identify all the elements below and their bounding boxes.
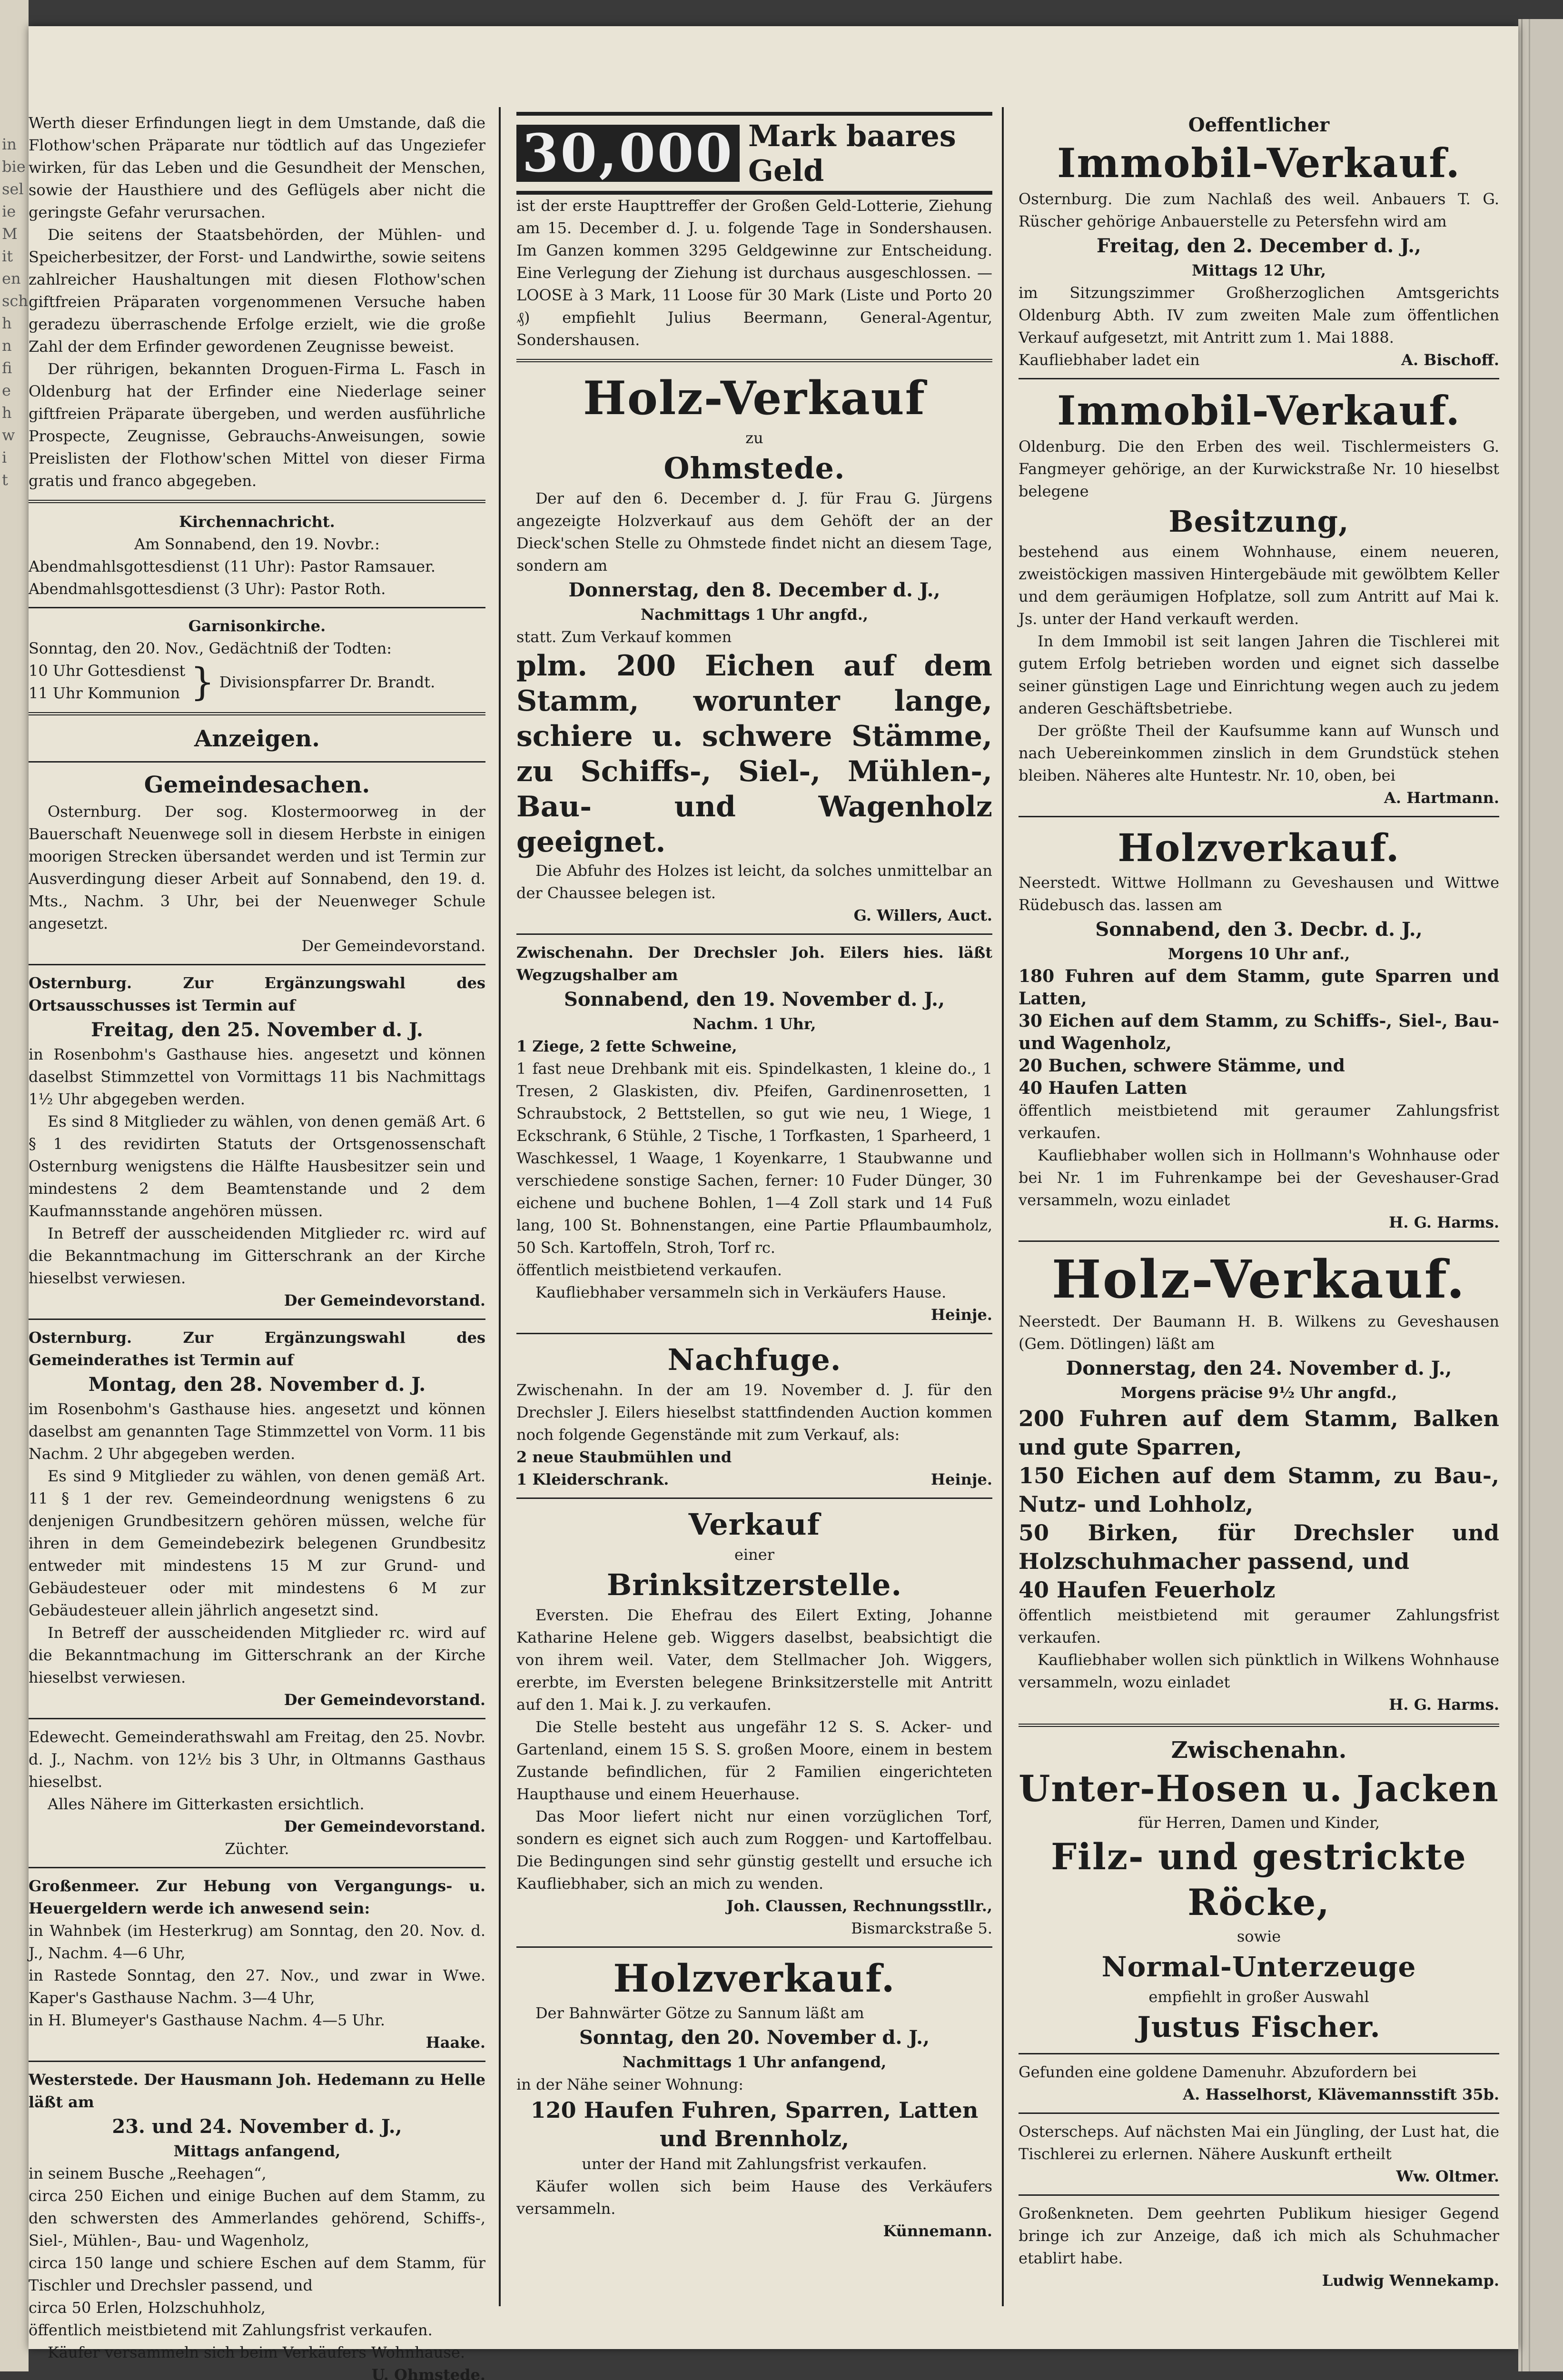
ad-time: Morgens 10 Uhr anf.,: [1167, 945, 1350, 963]
newspaper-page: [29, 26, 1518, 2380]
ad-text: In dem Immobil ist seit langen Jahren die Tischlerei mit gutem Erfolg betrieben worden und eignet sich dasselbe seiner günstigen Lage und Einrichtung wegen auch zu jedem anderen Geschäftsbetriebe.: [1019, 632, 1499, 717]
ad-item: 40 Haufen Feuerholz: [1019, 1577, 1276, 1603]
ad-text: Kaufliebhaber versammeln sich in Verkäufers Hause.: [535, 1283, 947, 1301]
ad-text: Osternburg. Zur Ergänzungswahl des Ortsausschusses ist Termin auf: [29, 974, 485, 1014]
ad-text: Edewecht. Gemeinderathswahl am Freitag, den 25. Novbr. d. J., Nachm. von 12½ bis 3 Uhr, in Oltmanns Gasthaus hieselbst.: [29, 1728, 485, 1791]
ad-date: Donnerstag, den 24. November d. J.,: [1066, 1357, 1452, 1379]
ad-heading: Ohmstede.: [663, 451, 845, 486]
ad-text: Gefunden eine goldene Damenuhr. Abzufordern bei: [1019, 2063, 1417, 2081]
ad-heading: Unter-Hosen u. Jacken: [1019, 1767, 1499, 1810]
ad-signature: Haake.: [425, 2033, 485, 2052]
divider: [516, 1946, 992, 1948]
ad-text: für Herren, Damen und Kinder,: [1138, 1814, 1380, 1832]
ad-text: 2 neue Staubmühlen und: [516, 1448, 732, 1466]
divider: [1019, 1240, 1499, 1242]
ad-signature: Justus Fischer.: [1137, 2011, 1381, 2044]
ad-signature: Ww. Oltmer.: [1396, 2167, 1499, 2185]
divider: [29, 712, 485, 715]
ad-item: 180 Fuhren auf dem Stamm, gute Sparren und Latten,: [1019, 966, 1499, 1009]
ad-address: Bismarckstraße 5.: [851, 1919, 992, 1937]
ad-heading: Holzverkauf.: [613, 1956, 896, 2001]
ad-text: öffentlich meistbietend mit geraumer Zahlungsfrist verkaufen.: [1019, 1101, 1499, 1142]
ad-signature: H. G. Harms.: [1389, 1213, 1499, 1231]
ad-time: Nachmittags 1 Uhr anfangend,: [622, 2053, 887, 2071]
ad-text: Es sind 9 Mitglieder zu wählen, von denen gemäß Art. 11 § 1 der rev. Gemeindeordnung wenigstens 6 zu denjenigen Grundbesitzern gehören müssen, welche für ihren in dem Gemeindebezirk belegenen Grundbesitz entweder mit mindestens 15 M zur Grund- und Gebäudesteuer oder mit mindestens 6 M zur Gebäudesteuer allein jährlich angesetzt sind.: [29, 1467, 485, 1619]
ad-heading: Besitzung,: [1168, 504, 1349, 539]
lottery-amount: 30,000: [516, 125, 740, 182]
intro-paragraph: Werth dieser Erfindungen liegt in dem Umstande, daß die Flothow'schen Präparate nur tödtlich auf das Ungeziefer wirken, für das Leben und die Gesundheit der Menschen, sowie der Hausthiere und des Geflügels aber nicht die geringste Gefahr verursachen.: [29, 114, 485, 221]
text-line: 10 Uhr Gottesdienst: [29, 662, 186, 680]
paragraph: Der rührigen, bekannten Droguen-Firma L. Fasch in Oldenburg hat der Erfinder eine Niederlage seiner giftfreien Präparate übergeben, und werden ausführliche Prospecte, Zeugnisse, Gebrauchs-Anweisungen, sowie Preislisten der Flothow'schen Mittel von dieser Firma gratis und franco abgegeben.: [29, 360, 485, 490]
ad-text: Großenkneten. Dem geehrten Publikum hiesiger Gegend bringe ich zur Anzeige, daß ich mich als Schuhmacher etablirt habe.: [1019, 2204, 1499, 2267]
column-rule-2: [1002, 107, 1004, 2306]
ad-heading: Immobil-Verkauf.: [1057, 387, 1461, 434]
ad-text: Kaufliebhaber wollen sich pünktlich in Wilkens Wohnhause versammeln, wozu einladet: [1019, 1651, 1499, 1691]
ad-text: öffentlich meistbietend verkaufen.: [516, 1261, 782, 1279]
ad-text: Es sind 8 Mitglieder zu wählen, von denen gemäß Art. 6 § 1 des revidirten Statuts der Ortsgenossenschaft Osternburg wenigstens die Hälfte Hausbesitzer sein und mindestens 2 dem Beamtenstande und 2 dem Kaufmannsstande angehören müssen.: [29, 1112, 485, 1220]
ad-text: Großenmeer. Zur Hebung von Vergangungs- u. Heuergeldern werde ich anwesend sein:: [29, 1877, 485, 1917]
ad-signature: Der Gemeindevorstand.: [284, 1691, 485, 1709]
divider: [1019, 2053, 1499, 2054]
divider: [1019, 816, 1499, 817]
divider: [516, 1497, 992, 1499]
ad-text: unter der Hand mit Zahlungsfrist verkaufen.: [582, 2155, 927, 2173]
ad-signature: Züchter.: [225, 1840, 289, 1858]
column-rule-1: [499, 107, 501, 2306]
ad-text: circa 50 Erlen, Holzschuhholz,: [29, 2299, 266, 2317]
ad-signature: H. G. Harms.: [1389, 1696, 1499, 1714]
ad-text: Käufer versammeln sich beim Verkäufers Wohnhause.: [48, 2343, 465, 2361]
ad-text: 1 fast neue Drehbank mit eis. Spindelkasten, 1 kleine do., 1 Tresen, 2 Glaskisten, div. Pfeifen, Gardinenrosetten, 1 Schraubstock, 2 Bettstellen, so gut wie neu, 1 Wiege, 1 Eckschrank, 6 Stühle, 2 Tische, 1 Torfkasten, 1 Sparheerd, 1 Waschkessel, 1 Waage, 1 Koyenkarre, 1 Staubwanne und verschiedene sonstige Sachen, ferner: 10 Fuder Dünger, 30 eichene und buchene Bohlen, 1—4 Zoll stark und 14 Fuß lang, 100 St. Bohnenstangen, eine Partie Pflaumbaumholz, 50 Sch. Kartoffeln, Stroh, Torf rc.: [516, 1060, 992, 1257]
divider: [29, 607, 485, 608]
ad-signature: A. Hartmann.: [1384, 789, 1499, 807]
ad-heading: Zwischenahn.: [1171, 1737, 1347, 1764]
ad-text: in Wahnbek (im Hesterkrug) am Sonntag, den 20. Nov. d. J., Nachm. 4—6 Uhr,: [29, 1922, 485, 1962]
column-middle: [516, 112, 992, 2301]
ad-signature: Der Gemeindevorstand.: [284, 1817, 485, 1835]
ad-text: circa 250 Eichen und einige Buchen auf dem Stamm, zu den schwersten des Ammerlandes gehörend, Schiffs-, Siel-, Mühlen-, Bau- und Wagenholz,: [29, 2187, 485, 2250]
ad-heading: Holz-Verkauf.: [1051, 1249, 1466, 1310]
ad-text: im Rosenbohm's Gasthause hies. angesetzt und können daselbst am genannten Tage Stimmzettel von Vorm. 11 bis Nachm. 2 Uhr abgegeben werden.: [29, 1400, 485, 1463]
ad-signature: Der Gemeindevorstand.: [301, 937, 485, 955]
ad-text: Neerstedt. Wittwe Hollmann zu Geveshausen und Wittwe Rüdebusch das. lassen am: [1019, 873, 1499, 914]
divider: [1019, 378, 1499, 379]
divider: [516, 933, 992, 935]
ad-text: in Rosenbohm's Gasthause hies. angesetzt und können daselbst Stimmzettel von Vormittags 11 bis Nachmittags 1½ Uhr abgegeben werden.: [29, 1045, 485, 1108]
paragraph: Die seitens der Staatsbehörden, der Mühlen- und Speicherbesitzer, der Forst- und Landwirthe, sowie seitens zahlreicher Haushaltungen mit diesen Flothow'schen giftfreien Präparaten vorgenommenen Versuche haben geradezu überraschende Erfolge erzielt, wie die große Zahl der dem Erfinder gewordenen Zeugnisse beweist.: [29, 226, 485, 356]
ad-text: Neerstedt. Der Baumann H. B. Wilkens zu Geveshausen (Gem. Dötlingen) läßt am: [1019, 1312, 1499, 1353]
book-page-edges: [1518, 19, 1563, 2371]
ad-text: Alles Nähere im Gitterkasten ersichtlich.: [48, 1795, 365, 1813]
ad-highlight: 120 Haufen Fuhren, Sparren, Latten und Brennholz,: [530, 2097, 979, 2152]
ad-heading: Normal-Unterzeuge: [1101, 1951, 1416, 1983]
ad-text: in Rastede Sonntag, den 27. Nov., und zwar in Wwe. Kaper's Gasthause Nachm. 3—4 Uhr,: [29, 1966, 485, 2007]
ad-date: 23. und 24. November d. J.,: [112, 2115, 402, 2138]
ad-text: Kaufliebhaber wollen sich in Hollmann's Wohnhause oder bei Nr. 1 im Fuhrenkampe bei der Geveshauser-Grad versammeln, wozu einladet: [1019, 1146, 1499, 1209]
ad-date: Sonnabend, den 19. November d. J.,: [564, 988, 945, 1011]
ad-heading: Nachfuge.: [667, 1342, 841, 1377]
ad-time: Mittags 12 Uhr,: [1192, 261, 1326, 279]
ad-text: Der größte Theil der Kaufsumme kann auf Wunsch und nach Uebereinkommen zinslich in dem Grundstück stehen bleiben. Näheres alte Huntestr. Nr. 10, oben, bei: [1019, 722, 1499, 784]
ad-text: Osternburg. Die zum Nachlaß des weil. Anbauers T. G. Rüscher gehörige Anbauerstelle zu Petersfehn wird am: [1019, 190, 1499, 230]
ad-line: [1019, 349, 1499, 371]
ad-text: 1 Kleiderschrank.: [516, 1470, 669, 1488]
divider: [29, 1867, 485, 1868]
divider: [516, 1333, 992, 1334]
divider: [1019, 1724, 1499, 1727]
lottery-heading: Mark baares Geld: [748, 119, 956, 188]
section-heading: Garnisonkirche.: [188, 617, 326, 635]
ad-item: 20 Buchen, schwere Stämme, und: [1019, 1056, 1345, 1076]
ad-date: Donnerstag, den 8. December d. J.,: [568, 579, 940, 601]
ad-text: Zwischenahn. In der am 19. November d. J. für den Drechsler J. Eilers hieselbst stattfindenden Auction kommen noch folgende Gegenstände mit zum Verkauf, als:: [516, 1381, 992, 1444]
ad-text: Käufer wollen sich beim Hause des Verkäufers versammeln.: [516, 2177, 992, 2218]
brace-glyph: }: [190, 660, 215, 704]
text-line: 11 Uhr Kommunion: [29, 684, 180, 702]
ad-text: sowie: [1237, 1927, 1281, 1945]
ad-text: zu: [745, 429, 763, 447]
section-heading: Gemeindesachen.: [144, 772, 370, 798]
ad-signature: Heinje.: [930, 1470, 992, 1488]
ad-text: Westerstede. Der Hausmann Joh. Hedemann zu Helle läßt am: [29, 2071, 485, 2111]
ad-signature: U. Ohmstede.: [371, 2366, 485, 2380]
ad-time: Morgens präcise 9½ Uhr angfd.,: [1120, 1384, 1397, 1402]
text-line: Sonntag, den 20. Nov., Gedächtniß der Todten:: [29, 639, 392, 657]
ad-heading: Immobil-Verkauf.: [1057, 139, 1461, 187]
column-left: [29, 112, 490, 2380]
ad-heading: Verkauf: [688, 1507, 821, 1542]
ad-text: Osternburg. Der sog. Klostermoorweg in der Bauerschaft Neuenwege soll in diesem Herbste in einigen moorigen Strecken übersandet werden und ist Termin zur Ausverdingung dieser Arbeit auf Sonnabend, den 19. d. Mts., Nachm. 3 Uhr, bei der Neuenweger Schule angesetzt.: [29, 803, 485, 932]
ad-highlight: plm. 200 Eichen auf dem Stamm, worunter lange, schiere u. schwere Stämme, zu Schiffs-, Siel-, Mühlen-, Bau- und Wagenholz geeignet.: [516, 649, 992, 859]
ad-signature: Künnemann.: [883, 2222, 992, 2240]
ad-item: 200 Fuhren auf dem Stamm, Balken und gute Sparren,: [1019, 1406, 1499, 1460]
divider: [29, 964, 485, 965]
ad-heading: Holz-Verkauf: [583, 371, 926, 425]
ad-text: In Betreff der ausscheidenden Mitglieder rc. wird auf die Bekanntmachung im Gitterschrank an der Kirche hieselbst verwiesen.: [29, 1624, 485, 1686]
ad-signature: Ludwig Wennekamp.: [1322, 2271, 1499, 2290]
divider: [516, 359, 992, 362]
ad-item: 40 Haufen Latten: [1019, 1078, 1187, 1098]
ad-date: Freitag, den 2. December d. J.,: [1097, 235, 1421, 257]
ad-time: Nachmittags 1 Uhr angfd.,: [641, 605, 868, 624]
ad-item: 150 Eichen auf dem Stamm, zu Bau-, Nutz- und Lohholz,: [1019, 1463, 1499, 1517]
ad-time: Mittags anfangend,: [173, 2142, 341, 2160]
divider: [1019, 2194, 1499, 2196]
ad-signature: G. Willers, Auct.: [853, 906, 992, 924]
ad-text: circa 150 lange und schiere Eschen auf dem Stamm, für Tischler und Drechsler passend, und: [29, 2254, 485, 2294]
ad-heading: Brinksitzerstelle.: [606, 1567, 902, 1602]
ad-text: empfiehlt in großer Auswahl: [1148, 1988, 1369, 2006]
ad-heading: Filz- und gestrickte Röcke,: [1051, 1835, 1467, 1924]
ad-text: statt. Zum Verkauf kommen: [516, 628, 732, 646]
ad-signature: Heinje.: [930, 1306, 992, 1324]
ad-text: Das Moor liefert nicht nur einen vorzüglichen Torf, sondern es eignet sich auch zum Roggen- und Kartoffelbau. Die Bedingungen sind sehr günstig gestellt und ersuche ich Kaufliebhaber, sich an mich zu wenden.: [516, 1807, 992, 1893]
ad-text: Oldenburg. Die den Erben des weil. Tischlermeisters G. Fangmeyer gehörige, an der Kurwickstraße Nr. 10 hieselbst belegene: [1019, 437, 1499, 500]
ad-text: Die Stelle besteht aus ungefähr 12 S. S. Acker- und Gartenland, einem 15 S. S. großen Moore, einem in bestem Zustande befindlichen, für 2 Familien eingerichteten Haupthause und einem Heuerhause.: [516, 1718, 992, 1803]
divider: [1019, 2112, 1499, 2114]
text-line: Am Sonnabend, den 19. Novbr.:: [134, 535, 380, 553]
ad-text: Osternburg. Zur Ergänzungswahl des Gemeinderathes ist Termin auf: [29, 1329, 485, 1369]
lottery-text: ist der erste Haupttreffer der Großen Geld-Lotterie, Ziehung am 15. December d. J. u. folgende Tage in Sondershausen. Im Ganzen kommen 3295 Geldgewinne zur Entscheidung. Eine Verlegung der Ziehung ist durchaus ausgeschlossen. — LOOSE à 3 Mark, 11 Loose für 30 Mark (Liste und Porto 20 ₰) empfiehlt Julius Beermann, General-Agentur, Sondershausen.: [516, 197, 992, 349]
previous-page-text: in bie sel ie M it en sch h n fi e h w i t: [2, 135, 28, 489]
divider: [29, 2061, 485, 2062]
lottery-banner: [516, 112, 992, 195]
divider: [29, 1319, 485, 1320]
ad-date: Freitag, den 25. November d. J.: [91, 1019, 423, 1041]
ad-item: 50 Birken, für Drechsler und Holzschuhmacher passend, und: [1019, 1520, 1499, 1574]
ad-text: Der auf den 6. December d. J. für Frau G. Jürgens angezeigte Holzverkauf aus dem Gehöft der an der Dieck'schen Stelle zu Ohmstede findet nicht an diesem Tage, sondern am: [516, 489, 992, 575]
ad-heading: Holzverkauf.: [1118, 825, 1400, 870]
text-line: Abendmahlsgottesdienst (11 Uhr): Pastor Ramsauer.: [29, 557, 435, 575]
ad-text: im Sitzungszimmer Großherzoglichen Amtsgerichts Oldenburg Abth. IV zum zweiten Male zum öffentlichen Verkauf aufgesetzt, mit Antritt zum 1. Mai 1888.: [1019, 284, 1499, 347]
ad-text: Eversten. Die Ehefrau des Eilert Exting, Johanne Katharine Helene geb. Wiggers daselbst, beabsichtigt die von ihrem weil. Vater, dem Stellmacher Joh. Wiggers, ererbte, im Eversten belegene Brinksitzerstelle mit Antritt auf den 1. Mai k. J. zu verkaufen.: [516, 1606, 992, 1714]
ad-text: in seinem Busche „Reehagen“,: [29, 2164, 267, 2182]
text-line: Divisionspfarrer Dr. Brandt.: [219, 673, 435, 691]
ad-time: Nachm. 1 Uhr,: [692, 1015, 816, 1033]
divider: [29, 1718, 485, 1719]
ad-text: Kaufliebhaber ladet ein: [1019, 351, 1200, 369]
ad-line: [516, 1468, 992, 1491]
ad-date: Montag, den 28. November d. J.: [88, 1373, 426, 1396]
column-right: [1019, 112, 1499, 2301]
text-line: Abendmahlsgottesdienst (3 Uhr): Pastor Roth.: [29, 580, 386, 598]
ad-signature: Der Gemeindevorstand.: [284, 1291, 485, 1309]
ad-text: Die Abfuhr des Holzes ist leicht, da solches unmittelbar an der Chaussee belegen ist.: [516, 862, 992, 902]
ad-text: Osterscheps. Auf nächsten Mai ein Jüngling, der Lust hat, die Tischlerei zu erlernen. Nähere Auskunft ertheilt: [1019, 2122, 1499, 2163]
ad-text: Zwischenahn. Der Drechsler Joh. Eilers hies. läßt Wegzugshalber am: [516, 943, 992, 984]
ad-text: 1 Ziege, 2 fette Schweine,: [516, 1037, 737, 1055]
ad-item: 30 Eichen auf dem Stamm, zu Schiffs-, Siel-, Bau- und Wagenholz,: [1019, 1011, 1499, 1053]
ad-date: Sonnabend, den 3. Decbr. d. J.,: [1095, 918, 1423, 941]
service-times: [29, 660, 485, 704]
ad-text: in H. Blumeyer's Gasthause Nachm. 4—5 Uhr.: [29, 2011, 386, 2029]
previous-page-edge: [0, 0, 29, 2371]
ad-text: öffentlich meistbietend mit Zahlungsfrist verkaufen.: [29, 2321, 433, 2339]
ad-date: Sonntag, den 20. November d. J.,: [579, 2026, 930, 2049]
ad-text: einer: [734, 1546, 774, 1564]
ad-heading: Oeffentlicher: [1188, 114, 1330, 136]
ad-signature: A. Hasselhorst, Klävemannsstift 35b.: [1183, 2085, 1499, 2103]
divider: [29, 500, 485, 503]
section-heading: Anzeigen.: [194, 725, 320, 752]
ad-text: Der Bahnwärter Götze zu Sannum läßt am: [535, 2004, 864, 2022]
ad-text: in der Nähe seiner Wohnung:: [516, 2075, 743, 2093]
ad-text: öffentlich meistbietend mit geraumer Zahlungsfrist verkaufen.: [1019, 1606, 1499, 1646]
divider: [29, 761, 485, 763]
ad-signature: Joh. Claussen, Rechnungsstllr.,: [726, 1897, 992, 1915]
ad-text: bestehend aus einem Wohnhause, einem neueren, zweistöckigen massiven Hintergebäude mit gewölbtem Keller und dem geräumigen Hofplatze, soll zum Antritt auf Mai k. Js. unter der Hand verkauft werden.: [1019, 543, 1499, 628]
section-heading: Kirchennachricht.: [179, 513, 335, 531]
ad-signature: A. Bischoff.: [1401, 351, 1499, 369]
ad-text: In Betreff der ausscheidenden Mitglieder rc. wird auf die Bekanntmachung im Gitterschrank an der Kirche hieselbst verwiesen.: [29, 1224, 485, 1287]
